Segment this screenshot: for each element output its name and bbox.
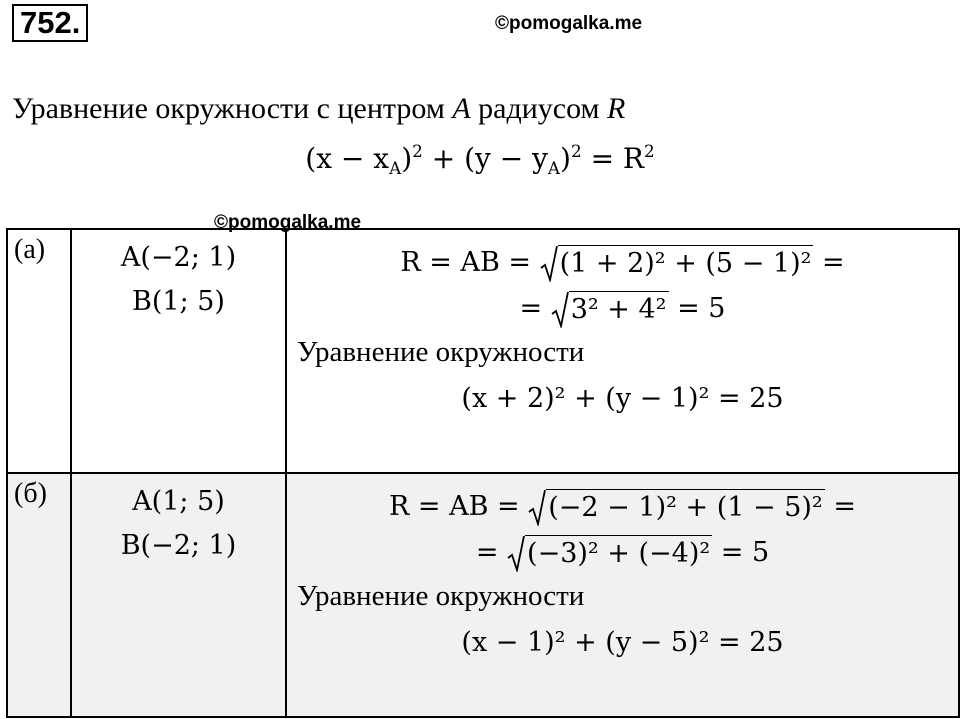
expr-left: R = AB = xyxy=(389,491,529,522)
equation-caption: Уравнение окружности xyxy=(297,336,585,368)
point-a: A(1; 5) xyxy=(132,486,225,517)
given-points xyxy=(71,473,286,717)
formula-part: ) xyxy=(401,142,413,175)
sqrt xyxy=(551,291,669,328)
center-symbol: A xyxy=(452,92,471,125)
formula-subscript: A xyxy=(547,157,561,178)
formula-exponent: 2 xyxy=(570,141,582,162)
point-b: B(1; 5) xyxy=(132,286,225,317)
sqrt-sign-icon xyxy=(507,536,525,572)
formula-part: ) xyxy=(560,142,571,175)
formula-part: = R xyxy=(581,142,645,175)
sqrt-sign-icon xyxy=(528,490,546,526)
point-b: B(−2; 1) xyxy=(120,530,237,561)
radius-result xyxy=(287,286,958,332)
table-row xyxy=(7,473,959,717)
solutions-table xyxy=(6,228,960,718)
watermark: ©pomogalka.me xyxy=(214,212,362,233)
sqrt-sign-icon xyxy=(551,292,569,328)
equation-caption: Уравнение окружности xyxy=(297,580,585,612)
point-a: A(−2; 1) xyxy=(120,242,237,273)
statement-text: Уравнение окружности с центром xyxy=(12,92,453,125)
formula-part: + (y − y xyxy=(422,142,548,175)
formula-part: (x − x xyxy=(305,142,390,175)
formula-exponent: 2 xyxy=(644,141,655,162)
radius-symbol: R xyxy=(607,92,626,125)
radicand: (−2 − 1)² + (1 − 5)² xyxy=(546,489,824,526)
row-label: (а) xyxy=(7,229,71,473)
given-points xyxy=(71,229,286,473)
table-row xyxy=(7,229,959,473)
problem-number: 752. xyxy=(12,4,88,42)
solution-work xyxy=(286,229,959,473)
radius-computation xyxy=(287,484,958,530)
expr-right: = 5 xyxy=(712,537,770,568)
expr-left: = xyxy=(475,537,508,568)
radicand: 3² + 4² xyxy=(569,291,669,328)
solution-work xyxy=(286,473,959,717)
expr-left: = xyxy=(519,293,551,324)
watermark: ©pomogalka.me xyxy=(495,13,643,34)
expr-right: = xyxy=(813,247,845,278)
radius-result xyxy=(287,530,958,576)
sqrt-sign-icon xyxy=(540,246,558,282)
circle-equation: (x − 1)² + (y − 5)² = 25 xyxy=(461,627,784,658)
radicand: (−3)² + (−4)² xyxy=(525,535,712,572)
circle-equation: (x + 2)² + (y − 1)² = 25 xyxy=(461,383,784,414)
statement-text-radius: радиусом xyxy=(470,92,608,125)
formula-exponent: 2 xyxy=(412,141,423,162)
expr-right: = xyxy=(824,491,856,522)
formula-subscript: A xyxy=(389,157,402,178)
sqrt xyxy=(528,489,824,526)
row-label: (б) xyxy=(7,473,71,717)
problem-statement xyxy=(12,92,625,126)
radicand: (1 + 2)² + (5 − 1)² xyxy=(558,245,814,282)
sqrt xyxy=(507,535,712,572)
general-circle-formula xyxy=(0,141,960,178)
sqrt xyxy=(540,245,814,282)
expr-left: R = AB = xyxy=(400,247,540,278)
expr-right: = 5 xyxy=(668,293,726,324)
radius-computation xyxy=(287,240,958,286)
